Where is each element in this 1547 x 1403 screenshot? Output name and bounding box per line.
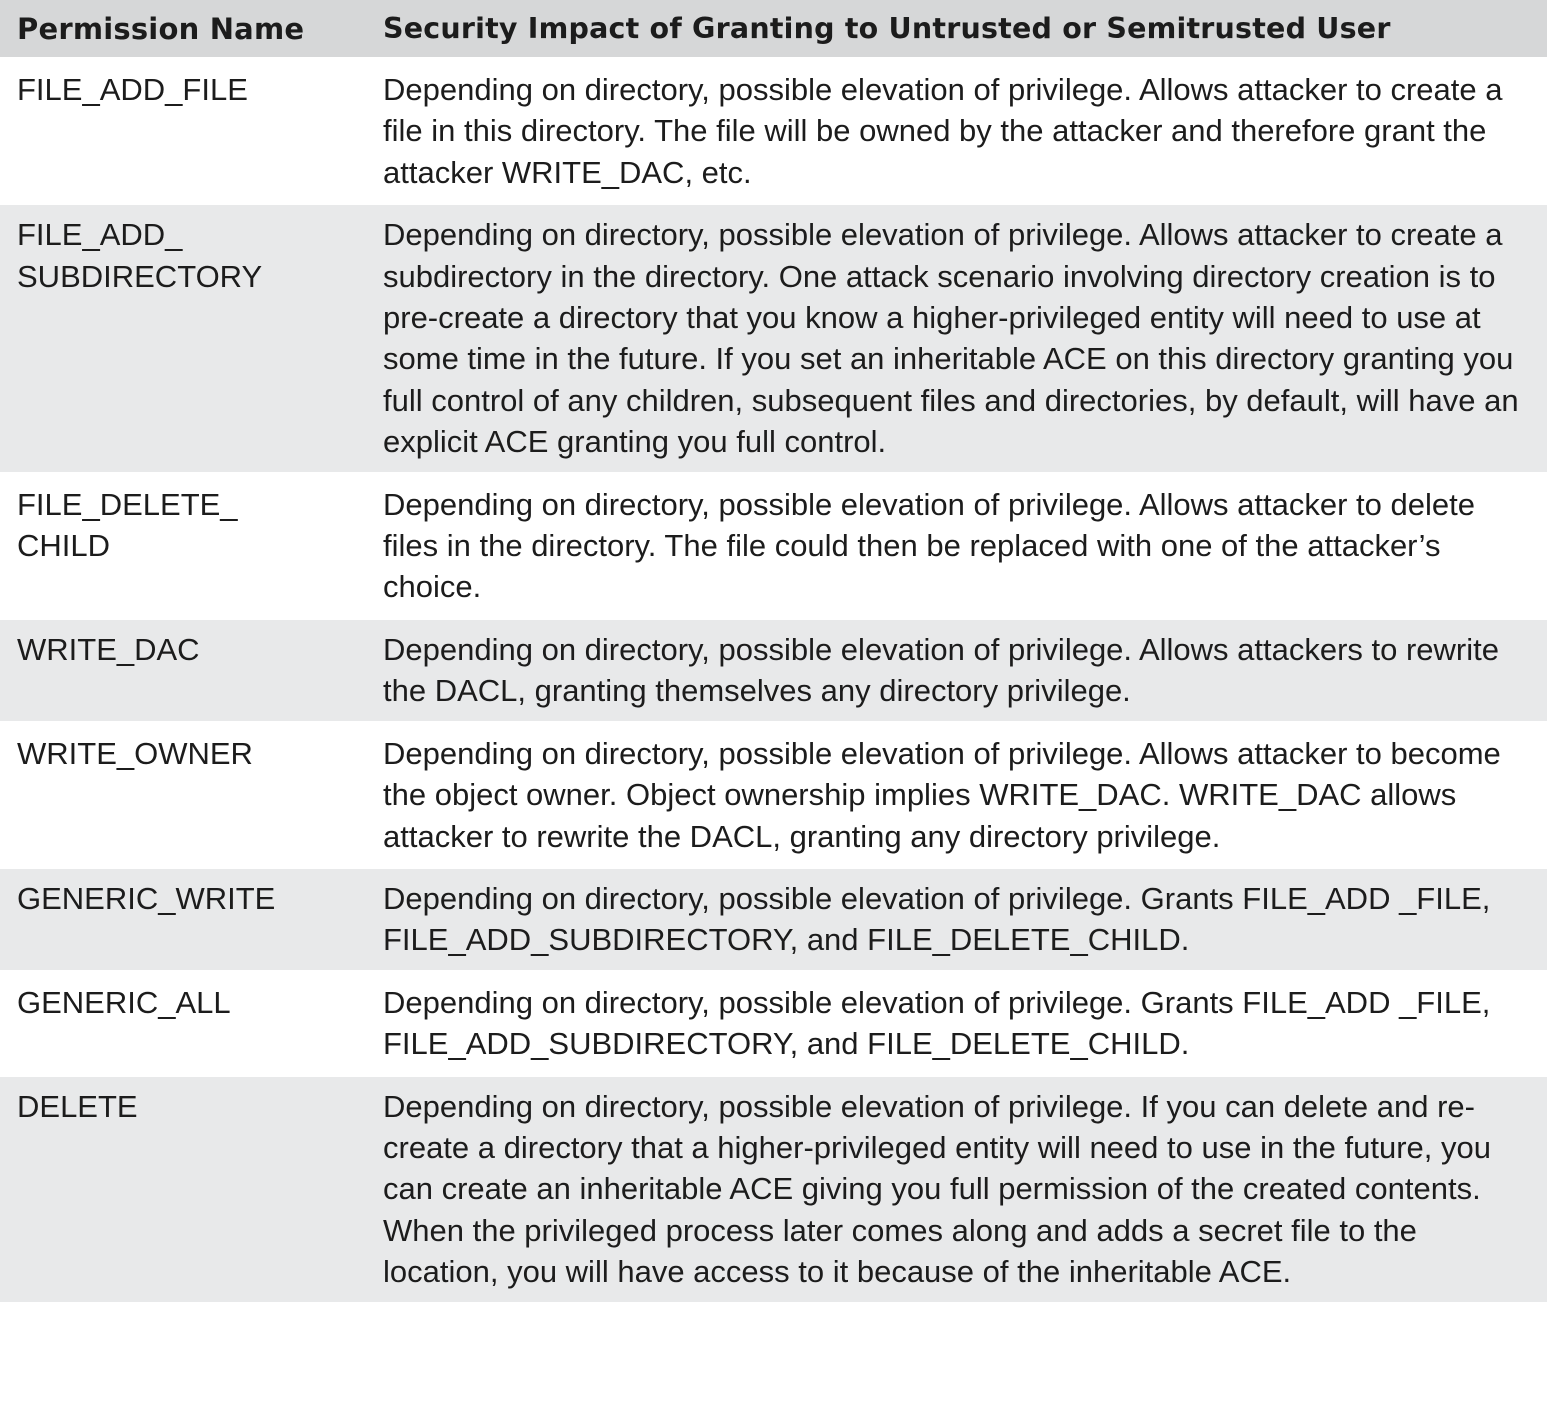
security-impact-cell: Depending on directory, possible elevation of privilege. Grants FILE_ADD _FILE, FILE_ADD_SUBDIRECTORY, and FILE_DELETE_CHILD. bbox=[366, 971, 1547, 1075]
security-impact-cell: Depending on directory, possible elevation of privilege. Allows attacker to become the object owner. Object ownership implies WRITE_DAC. WRITE_DAC allows attacker to rewrite the DACL, granting any directory privilege. bbox=[366, 722, 1547, 867]
permission-name-continued: CHILD bbox=[17, 528, 111, 564]
security-impact-cell: Depending on directory, possible elevation of privilege. Allows attacker to create a subdirectory in the directory. One attack scenario involving directory creation is to pre-create a directory that you know a higher-privileged entity will need to use at some time in the future. If you set an inheritable ACE on this directory granting you full control of any children, subsequent files and directories, by default, will have an explicit ACE granting you full control. bbox=[366, 204, 1547, 473]
permission-name-cell bbox=[0, 867, 366, 971]
header-permission-name: Permission Name bbox=[0, 0, 366, 59]
table-header bbox=[0, 0, 1547, 59]
permission-name: FILE_DELETE_ bbox=[17, 486, 238, 522]
table-row bbox=[0, 59, 1547, 204]
permission-name-continued: SUBDIRECTORY bbox=[17, 258, 263, 294]
table-row bbox=[0, 1075, 1547, 1302]
table-row bbox=[0, 971, 1547, 1075]
permission-name: WRITE_DAC bbox=[17, 631, 200, 667]
table-body bbox=[0, 59, 1547, 1302]
security-impact-cell: Depending on directory, possible elevation of privilege. Allows attacker to create a file in this directory. The file will be owned by the attacker and therefore grant the attacker WRITE_DAC, etc. bbox=[366, 59, 1547, 204]
header-row bbox=[0, 0, 1547, 59]
table-row bbox=[0, 473, 1547, 618]
permission-name: GENERIC_ALL bbox=[17, 984, 231, 1020]
table-row bbox=[0, 722, 1547, 867]
table-row bbox=[0, 867, 1547, 971]
table-row bbox=[0, 204, 1547, 473]
header-security-impact: Security Impact of Granting to Untrusted or Semitrusted User bbox=[366, 0, 1547, 59]
permission-name-cell bbox=[0, 473, 366, 618]
permission-name: WRITE_OWNER bbox=[17, 735, 253, 771]
permission-name: FILE_ADD_FILE bbox=[17, 72, 248, 107]
permission-name-cell bbox=[0, 59, 366, 204]
permission-name-cell bbox=[0, 1075, 366, 1302]
permission-name-cell bbox=[0, 618, 366, 722]
table-row bbox=[0, 618, 1547, 722]
permission-name: DELETE bbox=[17, 1088, 138, 1124]
permission-name-cell bbox=[0, 971, 366, 1075]
permission-name-cell bbox=[0, 204, 366, 473]
security-impact-cell: Depending on directory, possible elevation of privilege. If you can delete and re-create a directory that a higher-privileged entity will need to use in the future, you can create an inheritable ACE giving you full permission of the created contents. When the privileged process later comes along and adds a secret file to the location, you will have access to it because of the inheritable ACE. bbox=[366, 1075, 1547, 1302]
security-impact-cell: Depending on directory, possible elevation of privilege. Allows attacker to delete files in the directory. The file could then be replaced with one of the attacker’s choice. bbox=[366, 473, 1547, 618]
permission-name: FILE_ADD_ bbox=[17, 217, 183, 253]
permission-name: GENERIC_WRITE bbox=[17, 880, 276, 916]
security-impact-cell: Depending on directory, possible elevation of privilege. Allows attackers to rewrite the DACL, granting themselves any directory privilege. bbox=[366, 618, 1547, 722]
security-impact-cell: Depending on directory, possible elevation of privilege. Grants FILE_ADD _FILE, FILE_ADD_SUBDIRECTORY, and FILE_DELETE_CHILD. bbox=[366, 867, 1547, 971]
permission-name-cell bbox=[0, 722, 366, 867]
